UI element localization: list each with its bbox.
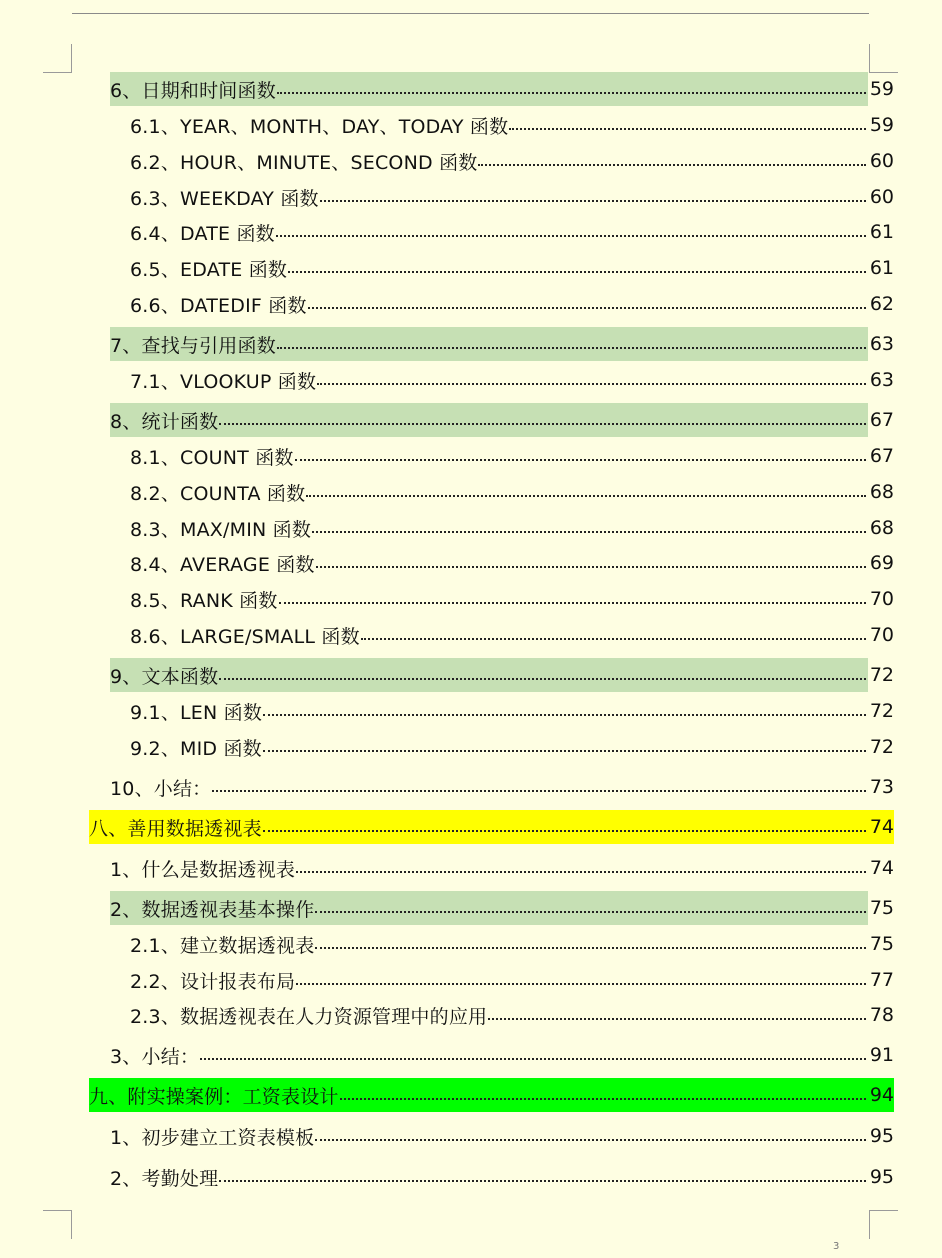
- toc-dot-leader: [200, 1058, 866, 1060]
- toc-dot-leader: [279, 602, 866, 604]
- toc-dot-leader: [488, 1018, 866, 1020]
- crop-mark-top-left: [43, 44, 72, 73]
- toc-dot-leader: [316, 566, 866, 568]
- toc-entry-page-number: 61: [869, 221, 894, 243]
- crop-mark-bottom-right: [869, 1210, 898, 1239]
- toc-entry[interactable]: [130, 730, 894, 764]
- toc-dot-leader: [308, 307, 866, 309]
- toc-entry[interactable]: [89, 810, 894, 844]
- toc-dot-leader: [317, 383, 866, 385]
- toc-entry-title: 8.2、COUNTA 函数: [130, 482, 306, 505]
- toc-entry-title: 2、考勤处理: [110, 1167, 219, 1190]
- toc-entry-highlight: [110, 658, 868, 692]
- toc-entry-page-number: 62: [869, 293, 894, 315]
- toc-entry-title: 8.4、AVERAGE 函数: [130, 553, 315, 576]
- toc-entry-page-number: 72: [869, 664, 894, 686]
- toc-entry-highlight: [110, 403, 868, 437]
- toc-entry-title: 6.4、DATE 函数: [130, 222, 275, 245]
- toc-entry-page-number: 63: [869, 333, 894, 355]
- toc-entry-title: 6.5、EDATE 函数: [130, 258, 288, 281]
- toc-entry[interactable]: [130, 180, 894, 214]
- toc-dot-leader: [263, 750, 866, 752]
- toc-entry-page-number: 69: [869, 552, 894, 574]
- toc-entry-title: 九、附实操案例：工资表设计: [89, 1085, 339, 1108]
- toc-dot-leader: [212, 790, 866, 792]
- toc-dot-leader: [295, 459, 866, 461]
- toc-entry-page-number: 60: [869, 186, 894, 208]
- toc-dot-leader: [219, 678, 866, 680]
- toc-entry[interactable]: [130, 475, 894, 509]
- toc-dot-leader: [277, 347, 866, 349]
- toc-entry-title: 9、文本函数: [110, 665, 219, 688]
- toc-entry[interactable]: [130, 546, 894, 580]
- toc-entry-title: 9.2、MID 函数: [130, 737, 262, 760]
- toc-entry-title: 8.5、RANK 函数: [130, 589, 278, 612]
- toc-entry[interactable]: [110, 403, 894, 437]
- toc-entry-title: 2、数据透视表基本操作: [110, 898, 315, 921]
- toc-entry-page-number: 94: [869, 1084, 894, 1106]
- toc-dot-leader: [288, 271, 866, 273]
- toc-dot-leader: [219, 1180, 866, 1182]
- toc-entry[interactable]: [130, 618, 894, 652]
- toc-entry-title: 6.6、DATEDIF 函数: [130, 294, 307, 317]
- toc-entry-title: 1、什么是数据透视表: [110, 858, 296, 881]
- toc-entry-title: 8、统计函数: [110, 410, 219, 433]
- toc-entry-title: 八、善用数据透视表: [89, 817, 262, 840]
- toc-entry-page-number: 59: [869, 114, 894, 136]
- toc-entry[interactable]: [110, 851, 894, 885]
- toc-entry[interactable]: [110, 891, 894, 925]
- toc-entry[interactable]: [110, 1160, 894, 1194]
- toc-dot-leader: [296, 983, 866, 985]
- toc-entry-page-number: 78: [869, 1004, 894, 1026]
- toc-entry-page-number: 70: [869, 624, 894, 646]
- toc-entry[interactable]: [110, 327, 894, 361]
- toc-entry-title: 2.3、数据透视表在人力资源管理中的应用: [130, 1005, 488, 1028]
- toc-entry[interactable]: [130, 582, 894, 616]
- page-number: 3: [833, 1241, 840, 1252]
- toc-entry[interactable]: [130, 144, 894, 178]
- toc-entry-page-number: 68: [869, 517, 894, 539]
- toc-dot-leader: [277, 92, 866, 94]
- toc-entry-page-number: 70: [869, 588, 894, 610]
- toc-entry-page-number: 74: [869, 857, 894, 879]
- toc-entry[interactable]: [130, 694, 894, 728]
- toc-dot-leader: [315, 911, 866, 913]
- toc-entry-page-number: 60: [869, 150, 894, 172]
- toc-entry-page-number: 95: [869, 1125, 894, 1147]
- toc-entry-page-number: 91: [869, 1044, 894, 1066]
- toc-entry-page-number: 75: [869, 897, 894, 919]
- toc-dot-leader: [361, 638, 866, 640]
- toc-dot-leader: [296, 871, 866, 873]
- toc-entry-page-number: 95: [869, 1166, 894, 1188]
- toc-dot-leader: [263, 714, 866, 716]
- toc-entry-page-number: 77: [869, 969, 894, 991]
- toc-entry[interactable]: [130, 511, 894, 545]
- toc-entry-page-number: 67: [869, 409, 894, 431]
- toc-entry-title: 8.3、MAX/MIN 函数: [130, 518, 312, 541]
- toc-dot-leader: [340, 1098, 866, 1100]
- toc-entry[interactable]: [130, 287, 894, 321]
- toc-dot-leader: [306, 495, 866, 497]
- toc-entry[interactable]: [130, 251, 894, 285]
- toc-entry-title: 8.1、COUNT 函数: [130, 446, 294, 469]
- toc-entry[interactable]: [110, 1119, 894, 1153]
- toc-entry-page-number: 61: [869, 257, 894, 279]
- toc-entry-page-number: 63: [869, 369, 894, 391]
- toc-dot-leader: [320, 200, 866, 202]
- toc-entry[interactable]: [130, 215, 894, 249]
- toc-entry-title: 7.1、VLOOKUP 函数: [130, 370, 317, 393]
- toc-entry-title: 7、查找与引用函数: [110, 334, 276, 357]
- toc-entry-page-number: 75: [869, 933, 894, 955]
- toc-entry-title: 6.1、YEAR、MONTH、DAY、TODAY 函数: [130, 115, 509, 138]
- toc-dot-leader: [478, 164, 866, 166]
- toc-entry-page-number: 72: [869, 736, 894, 758]
- toc-entry[interactable]: [130, 963, 894, 997]
- toc-entry-title: 6.3、WEEKDAY 函数: [130, 187, 319, 210]
- toc-dot-leader: [312, 531, 866, 533]
- toc-entry[interactable]: [130, 108, 894, 142]
- toc-entry-title: 9.1、LEN 函数: [130, 701, 263, 724]
- toc-entry-page-number: 72: [869, 700, 894, 722]
- toc-entry-page-number: 59: [869, 78, 894, 100]
- toc-entry[interactable]: [89, 1078, 894, 1112]
- toc-entry-page-number: 74: [869, 816, 894, 838]
- toc-entry[interactable]: [130, 439, 894, 473]
- toc-dot-leader: [276, 235, 866, 237]
- toc-entry[interactable]: [130, 363, 894, 397]
- toc-dot-leader: [315, 1139, 866, 1141]
- toc-entry[interactable]: [130, 998, 894, 1032]
- toc-entry-title: 2.2、设计报表布局: [130, 970, 296, 993]
- toc-entry-title: 10、小结：: [110, 777, 212, 800]
- toc-entry-title: 1、初步建立工资表模板: [110, 1126, 315, 1149]
- toc-entry-title: 3、小结：: [110, 1045, 200, 1068]
- toc-dot-leader: [263, 830, 866, 832]
- toc-entry[interactable]: [110, 770, 894, 804]
- toc-entry-title: 6、日期和时间函数: [110, 79, 276, 102]
- toc-dot-leader: [219, 423, 866, 425]
- toc-entry-title: 2.1、建立数据透视表: [130, 934, 315, 957]
- header-rule: [72, 13, 869, 14]
- toc-entry[interactable]: [110, 658, 894, 692]
- toc-entry-page-number: 73: [869, 776, 894, 798]
- toc-dot-leader: [509, 128, 866, 130]
- toc-dot-leader: [315, 947, 866, 949]
- crop-mark-bottom-left: [43, 1210, 72, 1239]
- crop-mark-top-right: [869, 44, 898, 73]
- toc-entry-page-number: 67: [869, 445, 894, 467]
- toc-entry[interactable]: [130, 927, 894, 961]
- toc-entry-page-number: 68: [869, 481, 894, 503]
- toc-entry-title: 6.2、HOUR、MINUTE、SECOND 函数: [130, 151, 478, 174]
- toc-entry[interactable]: [110, 72, 894, 106]
- toc-entry[interactable]: [110, 1038, 894, 1072]
- toc-entry-title: 8.6、LARGE/SMALL 函数: [130, 625, 360, 648]
